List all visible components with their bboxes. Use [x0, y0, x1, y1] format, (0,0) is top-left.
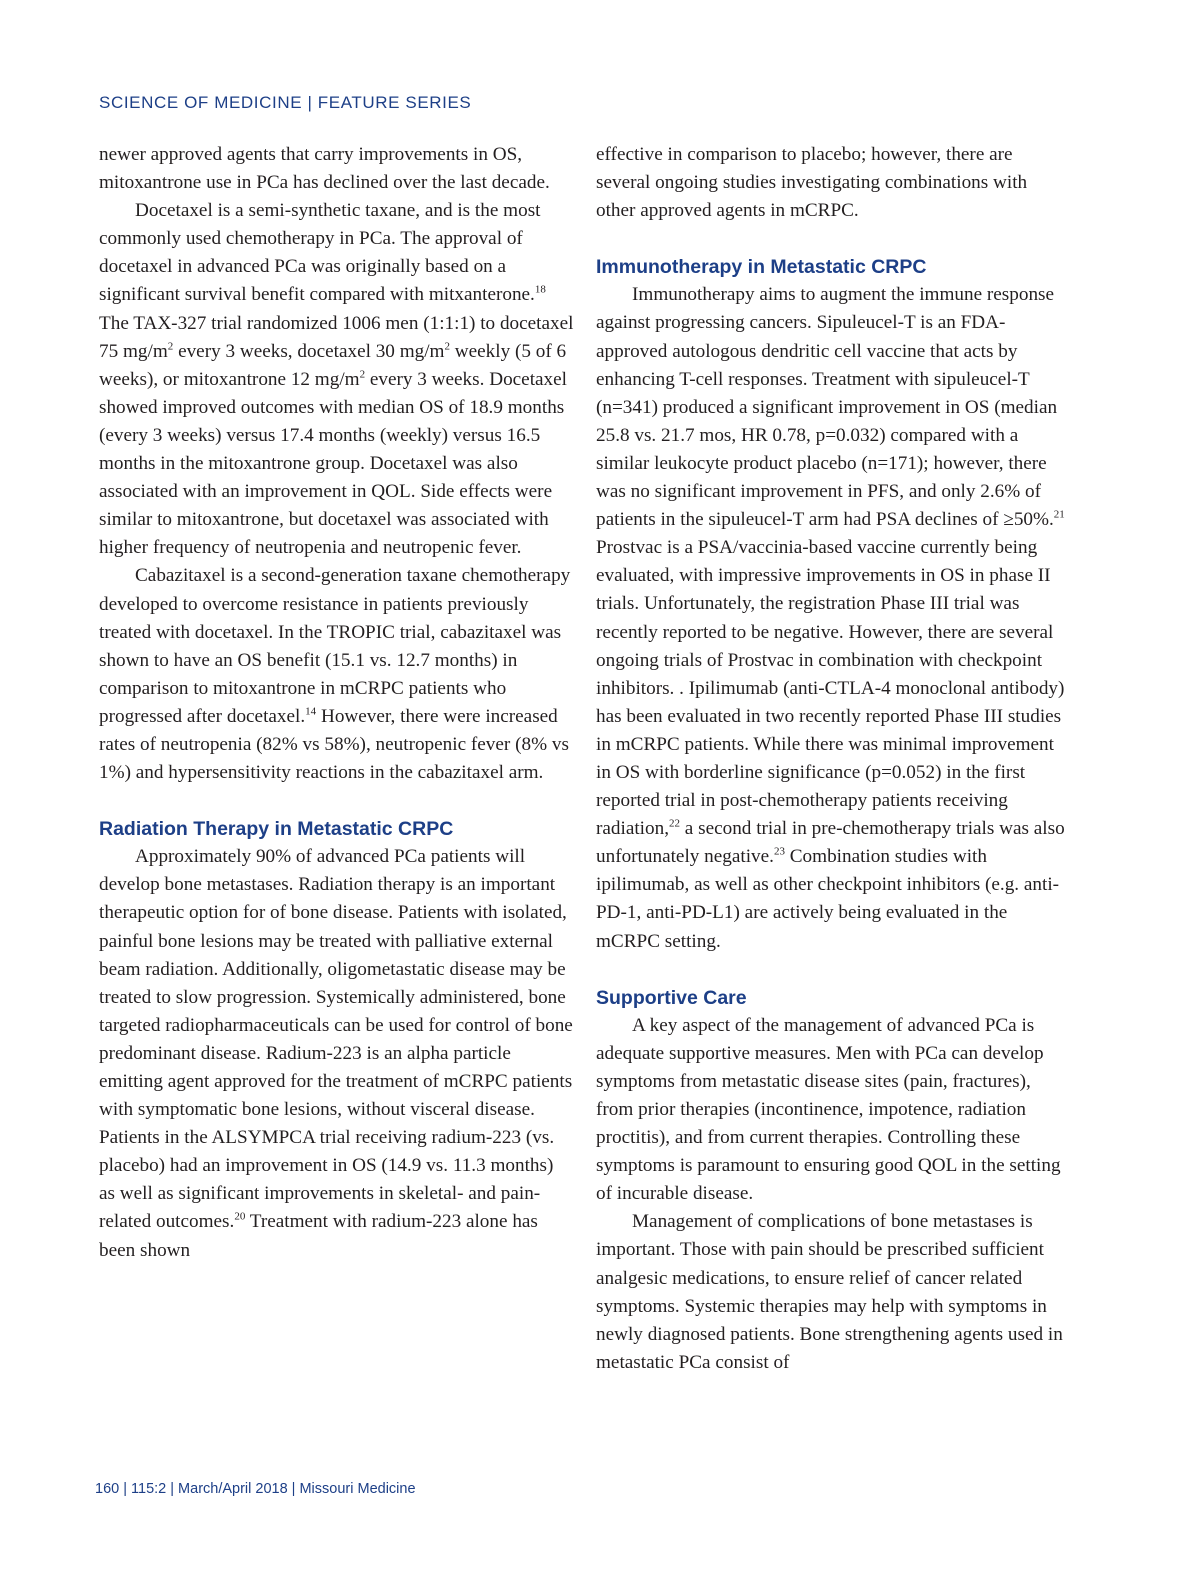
superscript: 2	[167, 340, 174, 353]
paragraph-bone-complications: Management of complications of bone metastases is important. Those with pain should be prescribed sufficient analgesic medications, to ensure relief of cancer related symptoms. Systemic therapies may help with symptoms in newly diagnosed patients. Bone strengthening agents used in metastatic PCa consist of	[596, 1211, 1063, 1373]
citation-ref: 21	[1053, 508, 1065, 521]
paragraph-immunotherapy: Immunotherapy aims to augment the immune response against progressing cancers. Sipuleucel-T is an FDA-approved autologous dendritic cell vaccine that acts by enhancing T-cell responses. Treatment with sipuleucel-T (n=341) produced a significant improvement in OS (median 25.8 vs. 21.7 mos, HR 0.78, p=0.032) compared with a similar leukocyte product placebo (n=171); however, there was no significant improvement in PFS, and only 2.6% of patients in the sipuleucel-T arm had PSA declines of ≥50%.$^{21}$ Prostvac is a PSA/vaccinia-based vaccine currently being evaluated, with impressive improvements in OS in phase II trials. Unfortunately, the registration Phase III trial was recently reported to be negative. However, there are several ongoing trials of Prostvac in combination with checkpoint inhibitors. . Ipilimumab (anti-CTLA-4 monoclonal antibody) has been evaluated in two recently reported Phase III studies in mCRPC patients. While there was minimal improvement in OS with borderline significance (p=0.052) in the first reported trial in post-chemotherapy patients receiving radiation,$^{22}$ a second trial in pre-chemotherapy trials was also unfortunately negative.$^{23}$ Combination studies with ipilimumab, as well as other checkpoint inhibitors (e.g. anti-PD-1, anti-PD-L1) are actively being evaluated in the mCRPC setting.	[596, 284, 1065, 952]
paragraph-mitoxantrone-end: newer approved agents that carry improvements in OS, mitoxantrone use in PCa has declined over the last decade.	[99, 144, 550, 194]
section-heading-immunotherapy: Immunotherapy in Metastatic CRPC	[596, 256, 927, 279]
citation-ref: 14	[305, 705, 317, 718]
paragraph-supportive-care: A key aspect of the management of advanced PCa is adequate supportive measures. Men with PCa can develop symptoms from metastatic disease sites (pain, fractures), from prior therapies (incontinence, impotence, radiation proctitis), and from current therapies. Controlling these symptoms is paramount to ensuring good QOL in the setting of incurable disease.	[596, 1014, 1061, 1205]
section-heading-supportive-care: Supportive Care	[596, 986, 747, 1009]
citation-ref: 22	[669, 817, 680, 830]
left-column	[99, 141, 574, 1265]
citation-ref: 23	[773, 845, 785, 858]
paragraph-radiation: Approximately 90% of advanced PCa patients will develop bone metastases. Radiation therapy is an important therapeutic option for of bone disease. Patients with isolated, painful bone lesions may be treated with palliative external beam radiation. Additionally, oligometastatic disease may be treated to slow progression. Systemically administered, bone targeted radiopharmaceuticals can be used for control of bone predominant disease. Radium-223 is an alpha particle emitting agent approved for the treatment of mCRPC patients with symptomatic bone lesions, without visceral disease. Patients in the ALSYMPCA trial receiving radium-223 (vs. placebo) had an improvement in OS (14.9 vs. 11.3 months) as well as significant improvements in skeletal- and pain-related outcomes.$^{20}$ Treatment with radium-223 alone has been shown	[99, 846, 573, 1261]
page-footer: 160 | 115:2 | March/April 2018 | Missouri Medicine	[95, 1481, 416, 1497]
paragraph-docetaxel: Docetaxel is a semi-synthetic taxane, and is the most commonly used chemotherapy in PCa. The approval of docetaxel in advanced PCa was originally based on a significant survival benefit compared with mitxanterone.$^{18}$ The TAX-327 trial randomized 1006 men (1:1:1) to docetaxel 75 $mg/m^2$ every 3 weeks, docetaxel 30 $mg/m^2$ weekly (5 of 6 weeks), or mitoxantrone 12 $mg/m^2$ every 3 weeks. Docetaxel showed improved outcomes with median OS of 18.9 months (every 3 weeks) versus 17.4 months (weekly) versus 16.5 months in the mitoxantrone group. Docetaxel was also associated with an improvement in QOL. Side effects were similar to mitoxantrone, but docetaxel was associated with higher frequency of neutropenia and neutropenic fever.	[99, 200, 574, 559]
superscript: 2	[444, 340, 450, 353]
section-heading-radiation: Radiation Therapy in Metastatic CRPC	[99, 818, 454, 841]
paragraph-cabazitaxel: Cabazitaxel is a second-generation taxane chemotherapy developed to overcome resistance in patients previously treated with docetaxel. In the TROPIC trial, cabazitaxel was shown to have an OS benefit (15.1 vs. 12.7 months) in comparison to mitoxantrone in mCRPC patients who progressed after docetaxel.$^{14}$ However, there were increased rates of neutropenia (82% vs 58%), neutropenic fever (8% vs 1%) and hypersensitivity reactions in the cabazitaxel arm.	[99, 565, 571, 784]
running-head: SCIENCE OF MEDICINE | FEATURE SERIES	[99, 93, 472, 112]
paragraph-radium-end: effective in comparison to placebo; however, there are several ongoing studies investigating combinations with other approved agents in mCRPC.	[596, 144, 1028, 222]
citation-ref: 18	[534, 284, 546, 297]
superscript: 2	[359, 368, 366, 381]
citation-ref: 20	[234, 1211, 246, 1224]
right-column	[596, 141, 1066, 1377]
